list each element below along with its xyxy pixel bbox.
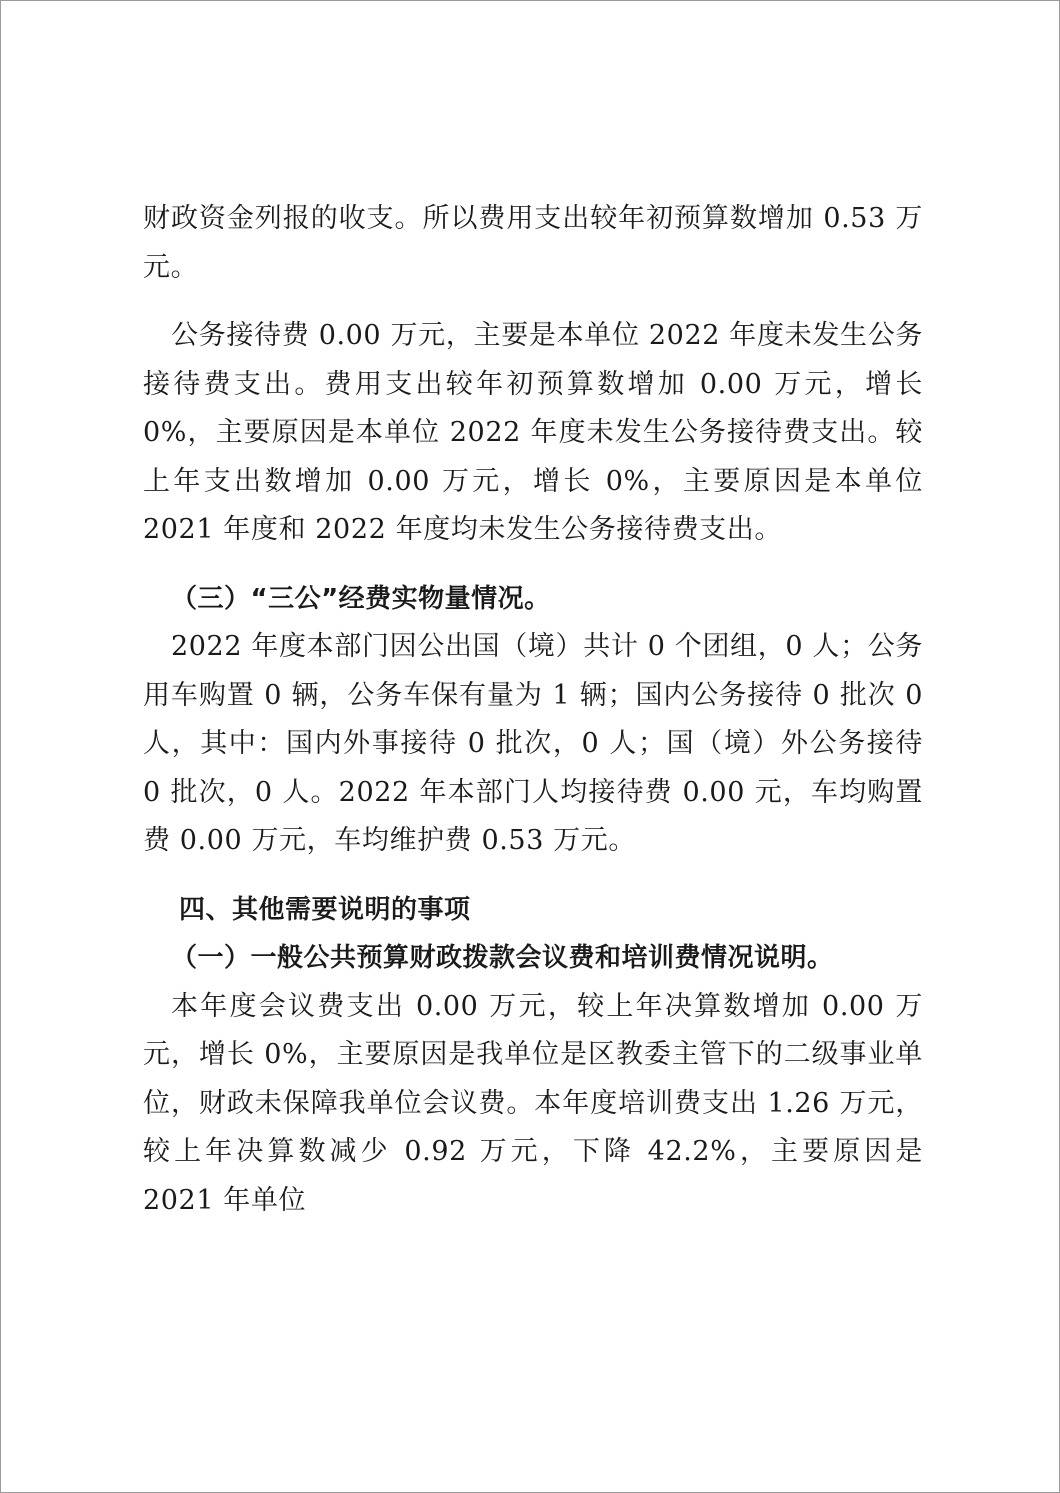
section-heading-other-matters: 四、其他需要说明的事项 [179,894,471,925]
paragraph-physical-quantity: 2022 年度本部门因公出国（境）共计 0 个团组，0 人；公务用车购置 0 辆，公务车保有量为 1 辆；国内公务接待 0 批次 0 人，其中：国内外事接待 0 批次，0 人；国（境）外公务接待 0 批次，0 人。2022 年本部门人均接待费 0.00 元，车均购置费 0.00 万元，车均维护费 0.53 万元。 [143,631,923,856]
paragraph-meeting-training: 本年度会议费支出 0.00 万元，较上年决算数增加 0.00 万元，增长 0%，主要原因是我单位是区教委主管下的二级事业单位，财政未保障我单位会议费。本年度培训费支出 1.26 万元，较上年决算数减少 0.92 万元，下降 42.2%，主要原因是 2021 年单位 [143,990,923,1216]
section-heading-meeting-training: （一）一般公共预算财政拨款会议费和培训费情况说明。 [171,943,834,973]
section-heading-physical-quantity: （三）“三公”经费实物量情况。 [171,583,551,614]
paragraph-reception-cost: 公务接待费 0.00 万元，主要是本单位 2022 年度未发生公务接待费支出。费用支出较年初预算数增加 0.00 万元，增长 0%，主要原因是本单位 2022 年度未发生公务接待费支出。较上年支出数增加 0.00 万元，增长 0%，主要原因是本单位 2021 年度和 2022 年度均未发生公务接待费支出。 [143,320,923,545]
document-body [143,195,923,1225]
paragraph-vehicle-cost: 财政资金列报的收支。所以费用支出较年初预算数增加 0.53 万元。 [143,203,923,283]
